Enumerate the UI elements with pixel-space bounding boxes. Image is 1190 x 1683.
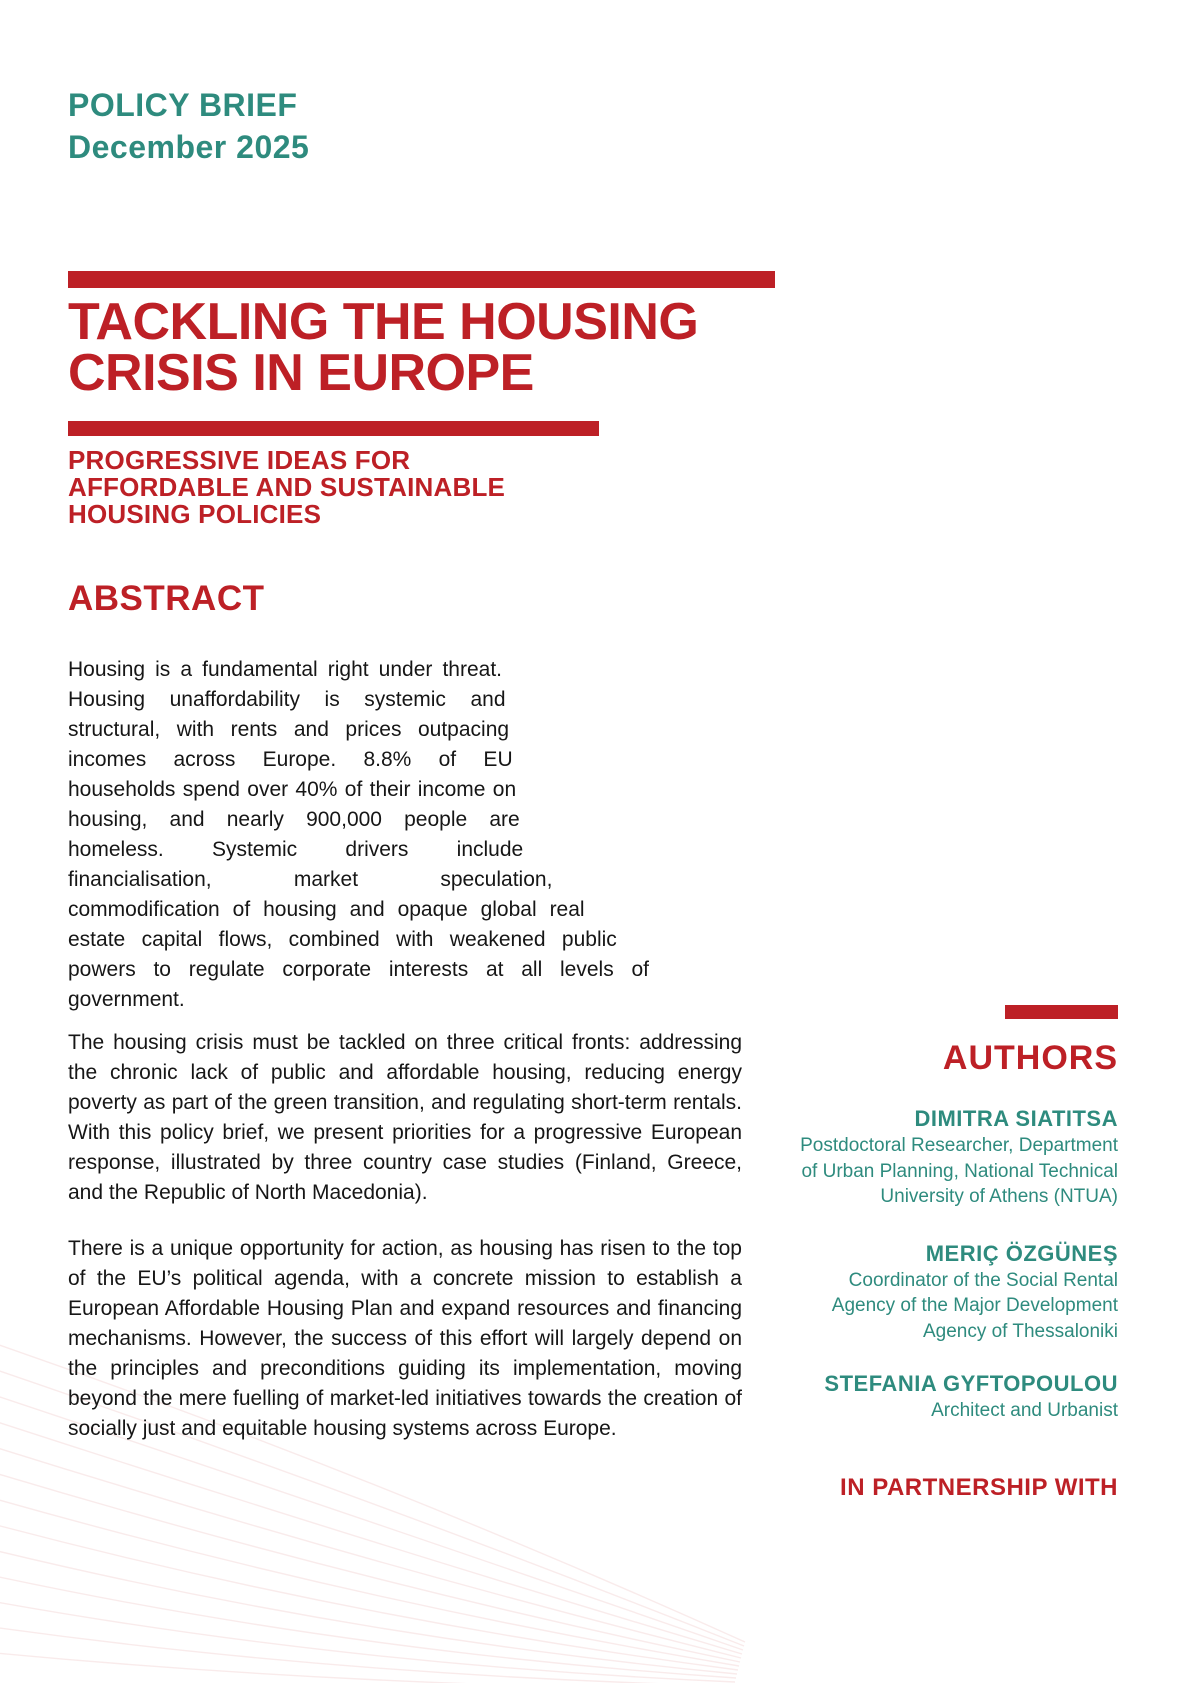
author-role: Architect and Urbanist (931, 1400, 1118, 1421)
page-subtitle (68, 447, 505, 528)
author-entry (698, 1105, 1118, 1210)
abstract-paragraph-1 (68, 655, 742, 1015)
author-role: Coordinator of the Social Rental Agency of the Major Development Agency of Thessaloniki (831, 1269, 1118, 1342)
abstract-paragraph-2: The housing crisis must be tackled on three critical fronts: addressing the chronic lack of public and affordable housing, reducing energy poverty as part of the green transition, and regulating short-term rentals. With this policy brief, we present priorities for a progressive European response, illustrated by three country case studies (Finland, Greece, and the Republic of North Macedonia). (68, 1031, 742, 1204)
page-subtitle-line-3: HOUSING POLICIES (68, 499, 322, 529)
author-name: STEFANIA GYFTOPOULOU (824, 1371, 1118, 1396)
page-title-line-2: CRISIS IN EUROPE (68, 344, 534, 402)
authors-heading: AUTHORS (942, 1039, 1118, 1077)
page-title (68, 293, 699, 402)
page-subtitle-line-2: AFFORDABLE AND SUSTAINABLE (68, 472, 506, 502)
abstract-body (68, 655, 742, 1444)
kicker-line-1: POLICY BRIEF (68, 87, 298, 123)
title-bottom-rule (68, 421, 599, 436)
authors-rule (1005, 1005, 1118, 1019)
abstract-heading: ABSTRACT (68, 579, 265, 618)
author-entry (698, 1370, 1118, 1424)
title-top-rule (68, 271, 775, 288)
page-subtitle-line-1: PROGRESSIVE IDEAS FOR (68, 445, 411, 475)
author-role: Postdoctoral Researcher, Department of Urban Planning, National Technical University of Athens (NTUA) (800, 1135, 1118, 1207)
author-name: DIMITRA SIATITSA (914, 1106, 1118, 1131)
authors-section (698, 1005, 1118, 1424)
author-entry (698, 1240, 1118, 1345)
kicker (68, 84, 309, 168)
author-name: MERIÇ ÖZGÜNEŞ (925, 1240, 1118, 1266)
partnership-heading: IN PARTNERSHIP WITH (840, 1474, 1118, 1501)
abstract-paragraph-1-text: Housing is a fundamental right under threat. Housing unaffordability is systemic and structural, with rents and prices outpacing incomes across Europe. 8.8% of EU households spend over 40% of their income on housing, and nearly 900,000 people are homeless. Systemic drivers include financialisation, market speculation, commodification of housing and opaque global real estate capital flows, combined with weakened public powers to regulate corporate interests at all levels of government. (68, 658, 649, 1011)
page-title-line-1: TACKLING THE HOUSING (68, 293, 699, 351)
kicker-line-2: December 2025 (68, 129, 310, 165)
abstract-paragraph-3: There is a unique opportunity for action, as housing has risen to the top of the EU’s political agenda, with a concrete mission to establish a European Affordable Housing Plan and expand resources and financing mechanisms. However, the success of this effort will largely depend on the principles and preconditions guiding its implementation, moving beyond the mere fuelling of market-led initiatives towards the creation of socially just and equitable housing systems across Europe. (68, 1237, 742, 1440)
